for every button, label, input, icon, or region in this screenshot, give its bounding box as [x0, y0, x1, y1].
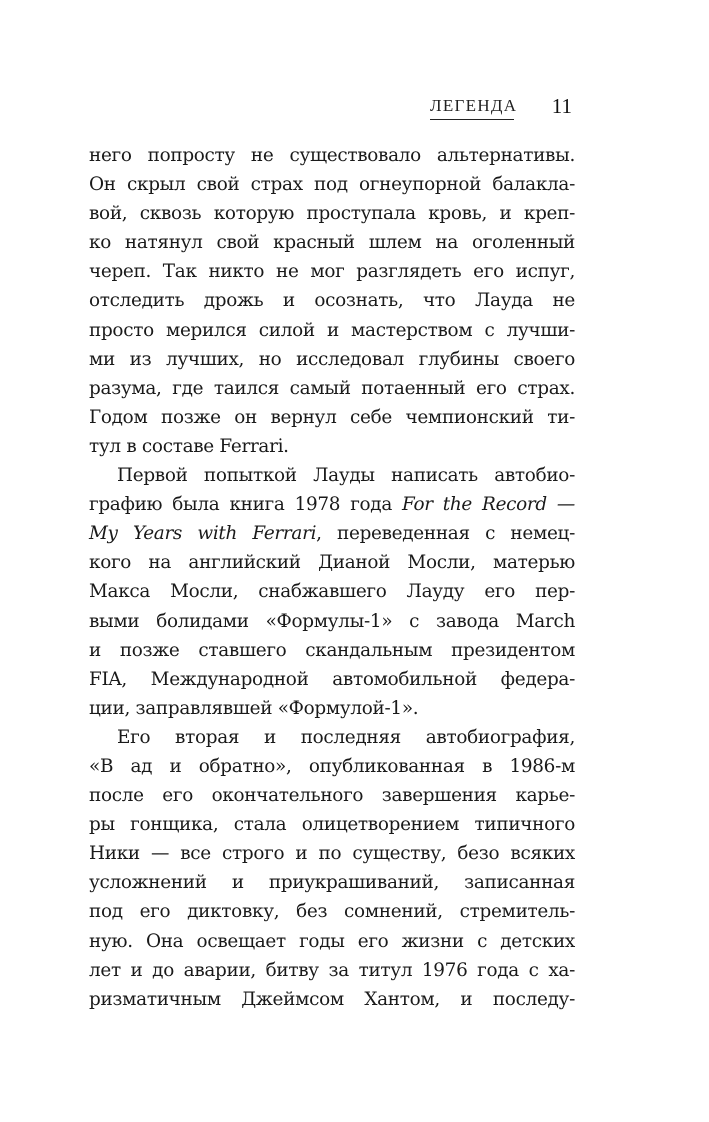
text-line: ми из лучших, но исследовал глубины своего: [89, 348, 575, 370]
text-line: под его диктовку, без сомнений, стремитель-: [89, 901, 575, 923]
body-text: [89, 141, 575, 1014]
text-run: графию была книга 1978 года: [89, 494, 403, 516]
text-line: вой, сквозь которую проступала кровь, и креп-: [89, 203, 575, 225]
paragraph: [89, 141, 575, 461]
text-line: Макса Мосли, снабжавшего Лауду его пер-: [89, 581, 575, 603]
text-line: [89, 519, 575, 548]
text-line: череп. Так никто не мог разглядеть его испуг,: [89, 261, 575, 283]
text-line: Он скрыл свой страх под огнеупорной балаклa-: [89, 174, 575, 196]
text-line: него попросту не существовало альтернативы.: [89, 145, 575, 166]
text-line: ную. Она освещает годы его жизни с детских: [89, 930, 575, 952]
text-line: после его окончательного завершения карье-: [89, 785, 575, 807]
text-line: выми болидами «Формулы-1» с завода March: [89, 610, 575, 632]
text-line: «В ад и обратно», опубликованная в 1986-м: [89, 755, 575, 777]
running-head: [430, 94, 576, 124]
text-line: Ники — все строго и по существу, безо всяких: [89, 843, 575, 865]
page-number: 11: [551, 94, 572, 118]
text-line: Его вторая и последняя автобиография,: [117, 726, 575, 748]
text-line: [89, 490, 575, 519]
text-line: кого на английский Дианой Мосли, матерью: [89, 552, 575, 574]
text-line: ры гонщика, стала олицетворением типичного: [89, 814, 575, 836]
text-line: ризматичным Джеймсом Хантом, и последу-: [89, 988, 575, 1010]
text-line: усложнений и приукрашиваний, записанная: [89, 872, 575, 894]
header-rule: [430, 119, 514, 120]
text-line: разума, где таился самый потаенный его страх.: [89, 377, 575, 399]
paragraph: [89, 723, 575, 1014]
book-title: My Years with Ferrari: [89, 523, 317, 545]
paragraph: [89, 461, 575, 723]
text-line: лет и до аварии, битву за титул 1976 года с ха-: [89, 959, 575, 981]
text-line: ко натянул свой красный шлем на оголенный: [89, 232, 575, 254]
text-line: ции, заправлявшей «Формулой-1».: [89, 697, 419, 719]
text-line: FIA, Международной автомобильной федера-: [89, 668, 575, 690]
text-line: Годом позже он вернул себе чемпионский ти-: [89, 406, 575, 428]
book-title: For the Record —: [402, 494, 575, 516]
text-line: отследить дрожь и осознать, что Лауда не: [89, 290, 575, 312]
text-run: , переведенная с немец-: [316, 523, 575, 545]
running-title: ЛЕГЕНДА: [430, 96, 518, 115]
text-line: и позже ставшего скандальным президентом: [89, 639, 575, 661]
text-line: просто мерился силой и мастерством с лучши-: [89, 319, 575, 341]
text-line: тул в составе Ferrari.: [89, 435, 289, 457]
text-line: Первой попыткой Лауды написать автобио-: [117, 465, 575, 487]
